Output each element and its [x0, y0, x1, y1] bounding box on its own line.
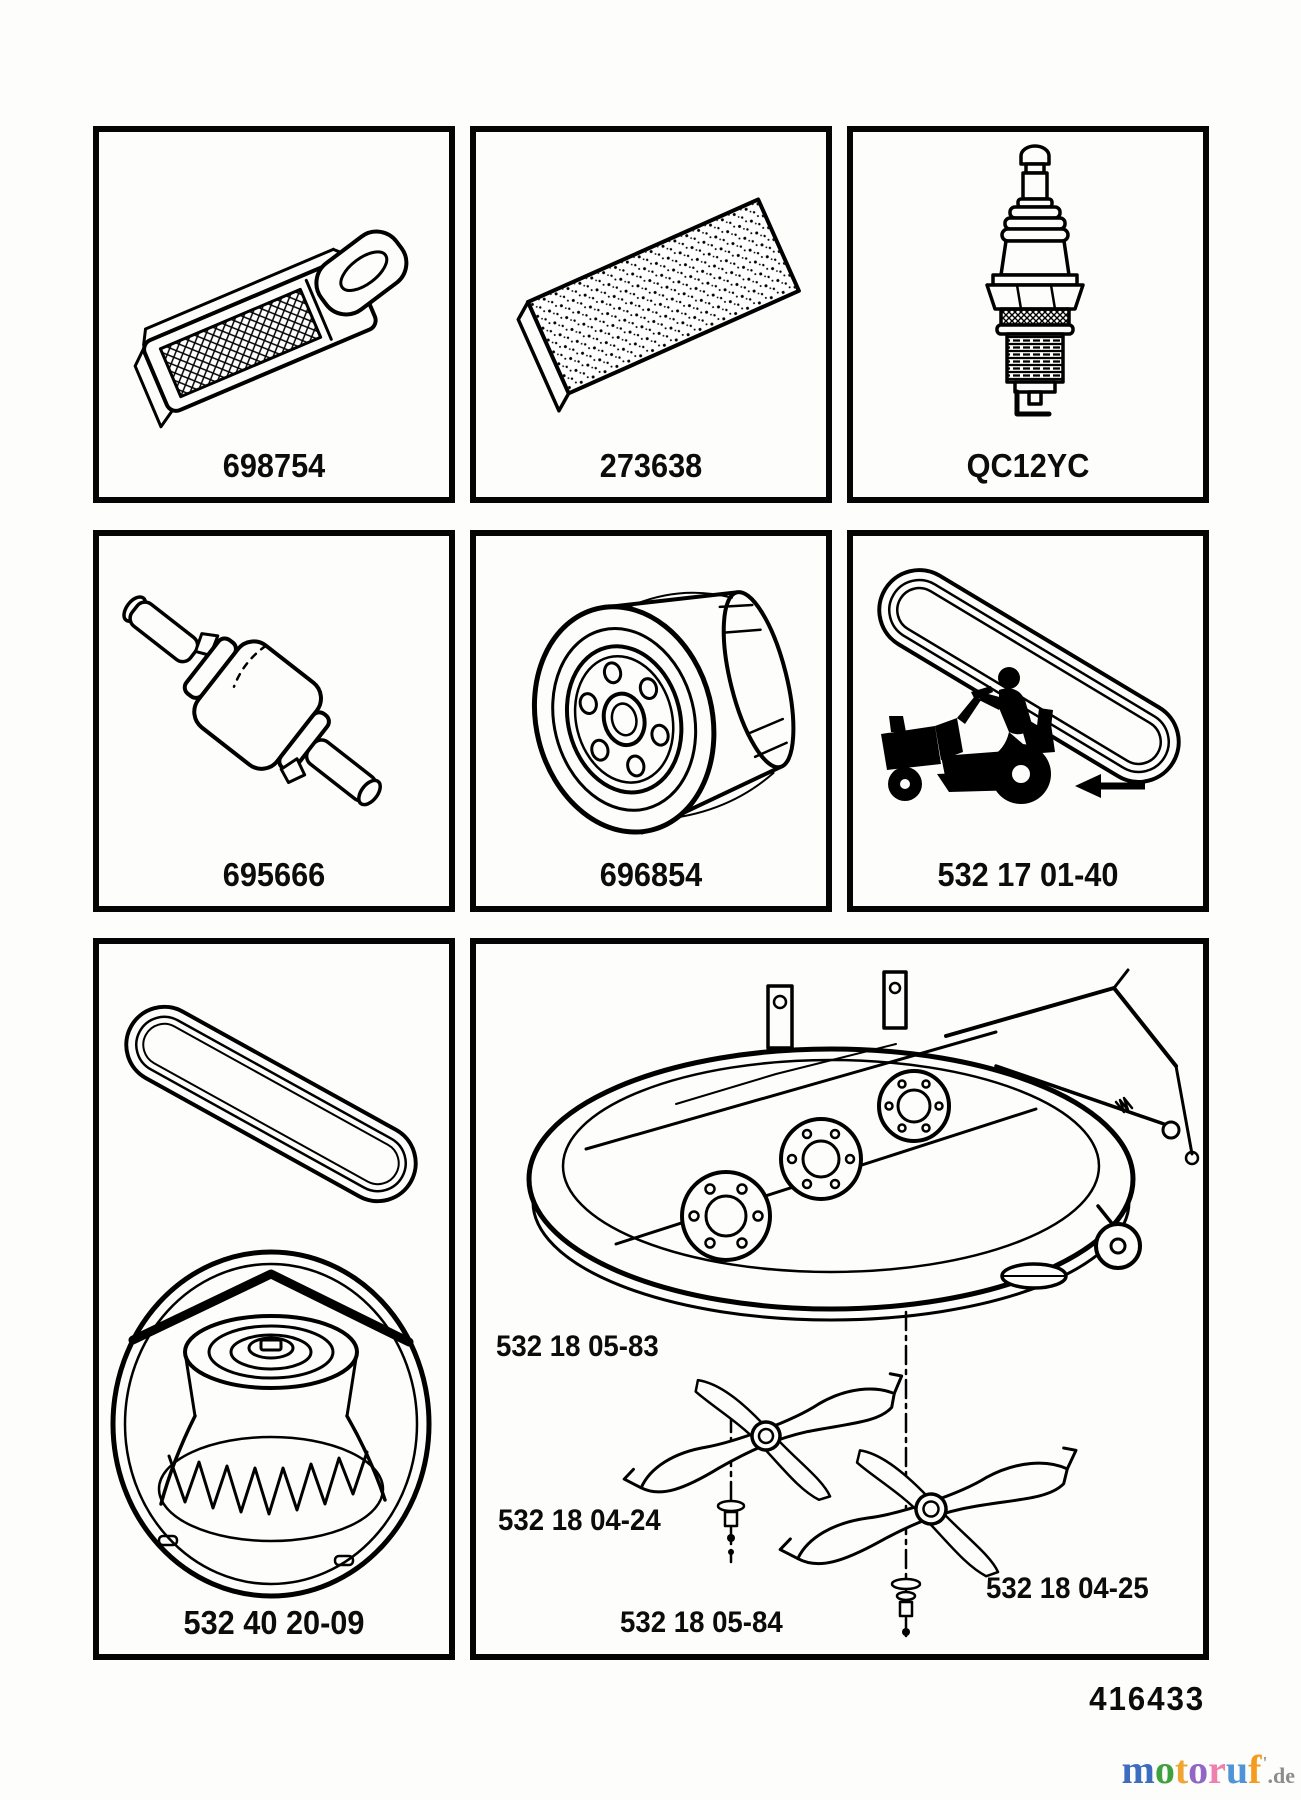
part-number-label: 532 17 01-40 — [937, 856, 1119, 893]
deck-belt-pulley-drawing — [99, 944, 449, 1654]
part-box-pre-filter[interactable] — [470, 126, 832, 503]
pre-filter-drawing — [476, 132, 826, 497]
air-filter-drawing — [99, 132, 449, 497]
part-box-ground-drive-belt[interactable] — [847, 530, 1209, 912]
motoruf-tick: ' — [1262, 1753, 1268, 1773]
part-number-label: 695666 — [222, 856, 326, 893]
blade-right-label: 532 18 04-25 — [986, 1572, 1149, 1605]
part-box-deck-belt-pulley[interactable] — [93, 938, 455, 1660]
motoruf-logo[interactable] — [1121, 1747, 1295, 1792]
part-box-oil-filter[interactable] — [470, 530, 832, 912]
motoruf-domain-suffix: .de — [1267, 1763, 1295, 1788]
fuel-filter-drawing — [99, 536, 449, 906]
part-number-label: 273638 — [599, 447, 703, 484]
spark-plug-drawing — [853, 132, 1203, 497]
part-number-label: 698754 — [222, 447, 326, 484]
deck-assembly-label: 532 18 05-83 — [496, 1330, 659, 1363]
oil-filter-drawing — [476, 536, 826, 906]
blade-lower-label: 532 18 05-84 — [620, 1606, 783, 1639]
catalog-number: 416433 — [1088, 1680, 1205, 1717]
drive-belt-drawing — [853, 536, 1203, 906]
arrow-icon — [1075, 774, 1145, 798]
mower-deck-drawing — [476, 944, 1203, 1654]
part-box-fuel-filter[interactable] — [93, 530, 455, 912]
motoruf-wordmark: motoruf — [1121, 1747, 1262, 1792]
blade-left-label: 532 18 04-24 — [498, 1504, 661, 1537]
part-number-label: QC12YC — [966, 447, 1090, 484]
part-box-air-filter[interactable] — [93, 126, 455, 503]
part-number-label: 532 40 20-09 — [183, 1604, 365, 1641]
part-number-label: 696854 — [599, 856, 703, 893]
part-box-spark-plug[interactable] — [847, 126, 1209, 503]
part-box-mower-deck[interactable] — [470, 938, 1209, 1660]
